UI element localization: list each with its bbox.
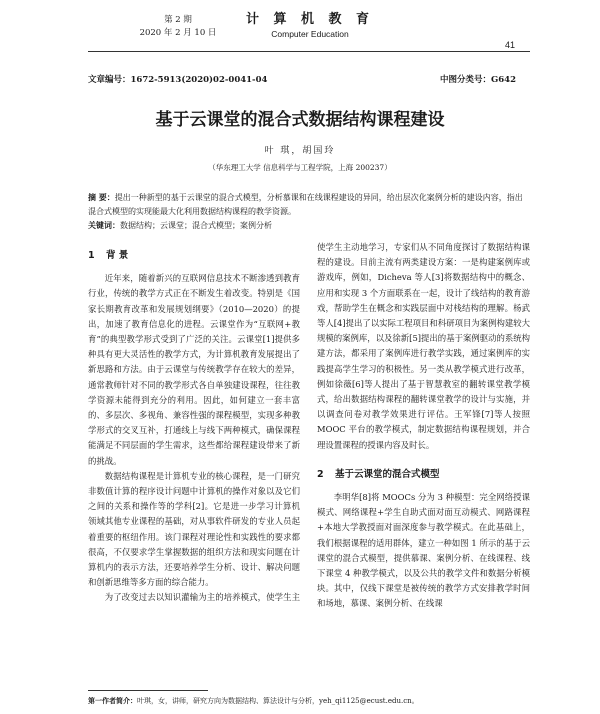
- header-divider: [88, 51, 530, 52]
- page-number: 41: [505, 40, 516, 50]
- section-number: 1: [88, 250, 95, 261]
- paragraph-continued: 使学生主动地学习，专家们从不同角度探讨了数据结构课程的建设。目前主流有两类建设方案：一是构建案例库或游戏库，例如，Dicheva 等人[3]将数据结构中的概念、应用和实现 3 个方面联系在一起，设计了线结构的教育游戏，帮助学生在概念和实践层面中对栈结构的理解。杨武等人[4]提出了以实际工程项目和科研项目为案例构建较大规模的案例库，以及徐新[5]提出的基于案例驱动的系统构建方法，都采用了案例库进行教学实践，通过案例库的实践提高学生学习的积极性。另一类从教学模式进行改革，例如徐薇[6]等人提出了基于智慧教室的翻转课堂教学模式，给出数据结构课程的翻转课堂教学的设计与实施，并以调查问卷对教学效果进行评估。王军锋[7]等人按照 MOOC 平台的教学模式，制定数据结构课程规划，并合理设置课程的授课内容及时长。: [317, 242, 530, 450]
- keywords: [88, 220, 530, 231]
- section-heading-2: [317, 467, 530, 482]
- journal-title-cn: 计 算 机 教 育: [245, 12, 375, 27]
- journal-masthead: [220, 8, 400, 39]
- abstract-label: 摘 要：: [88, 192, 115, 202]
- article-title: 基于云课堂的混合式数据结构课程建设: [155, 110, 445, 130]
- author-footnote: [88, 696, 530, 706]
- abstract-text: 提出一种新型的基于云课堂的混合式模型，分析慕课和在线课程建设的异同，给出层次化案例分析的建设内容，指出混合式模型的实现能最大化利用数据结构课程的教学资源。: [88, 193, 523, 216]
- issue-label: 第 2 期: [164, 15, 192, 25]
- body-column-right: [317, 240, 530, 612]
- paragraph: 数据结构课程是计算机专业的核心课程，是一门研究非数值计算的程序设计问题中计算机的操作对象以及它们之间的关系和操作等的学科[2]。它是进一步学习计算机领域其他专业课程的基础，对从事软件研发的专业人员起着重要的枢纽作用。该门课程对理论性和实践性的要求都很高，不仅要求学生掌握数据的组织方法和现实问题在计算机内的表示方法，还要培养学生分析、设计、解决问题和创新思维等多方面的综合能力。: [88, 470, 300, 588]
- paragraph: 为了改变过去以知识灌输为主的培养模式，使学生主: [104, 592, 300, 603]
- section-number: 2: [317, 468, 324, 480]
- keywords-label: 关键词：: [88, 220, 120, 230]
- body-column-left: [88, 248, 300, 605]
- section-heading-1: [88, 248, 300, 263]
- author-affiliation: （华东理工大学 信息科学与工程学院，上海 200237）: [208, 163, 392, 172]
- article-number: 文章编号：1672-5913(2020)02-0041-04: [88, 75, 268, 85]
- journal-title-en: Computer Education: [271, 29, 349, 39]
- paragraph: 近年来，随着新兴的互联网信息技术不断渗透到教育行业，传统的教学方式正在不断发生着改变。特别是《国家长期教育改革和发展规划纲要》（2010—2020）的提出，加速了教育信息化的进程。云课堂作为“互联网+教育”的典型教学形式受到了广泛的关注。云课堂[1]提供多种具有更大灵活性的教学方式，为计算机教育发展提出了新思路和方法。由于云课堂与传统教学存在较大的差异，通常教师针对不同的教学形式各自单独建设课程，往往教学资源未能得到充分的利用。因此，如何建立一套丰富的、多层次、多视角、兼容性强的课程模型，实现多种教学形式的交叉互补，打通线上与线下两种模式，确保课程能满足不同层面的学生需求，这些都给课程建设带来了新的挑战。: [88, 273, 300, 466]
- footnote-text: 叶琪，女，讲师，研究方向为数据结构、算法设计与分析，yeh_qi1125@ecust.edu.cn。: [137, 697, 419, 705]
- abstract: [88, 190, 530, 219]
- issue-date: 2020 年 2 月 10 日: [139, 28, 217, 38]
- classification-number: 中图分类号：G642: [440, 75, 517, 85]
- paragraph: 李明华[8]将 MOOCs 分为 3 种模型：完全网络授课模式、网络课程+学生自助式面对面互动模式、网路课程+本地大学教授面对面深度参与教学模式。在此基础上，我们根据课程的适用群体，建立一种如图 1 所示的基于云课堂的混合式模型，提供慕课、案例分析、在线课程、线下课堂 4 种教学模式，以及公共的教学文件和数据分析模块。其中，仅线下课堂是被传统的教学方式安排教学时间和场地，慕课、案例分析、在线课: [317, 492, 530, 609]
- article-authors: 叶 琪，胡国玲: [264, 146, 336, 156]
- footnote-divider: [88, 690, 208, 691]
- keywords-text: 数据结构；云课堂；混合式模型；案例分析: [120, 221, 272, 230]
- section-title: 背 景: [106, 250, 129, 261]
- section-title: 基于云课堂的混合式模型: [335, 468, 440, 480]
- footnote-label: 第一作者简介：: [88, 696, 137, 705]
